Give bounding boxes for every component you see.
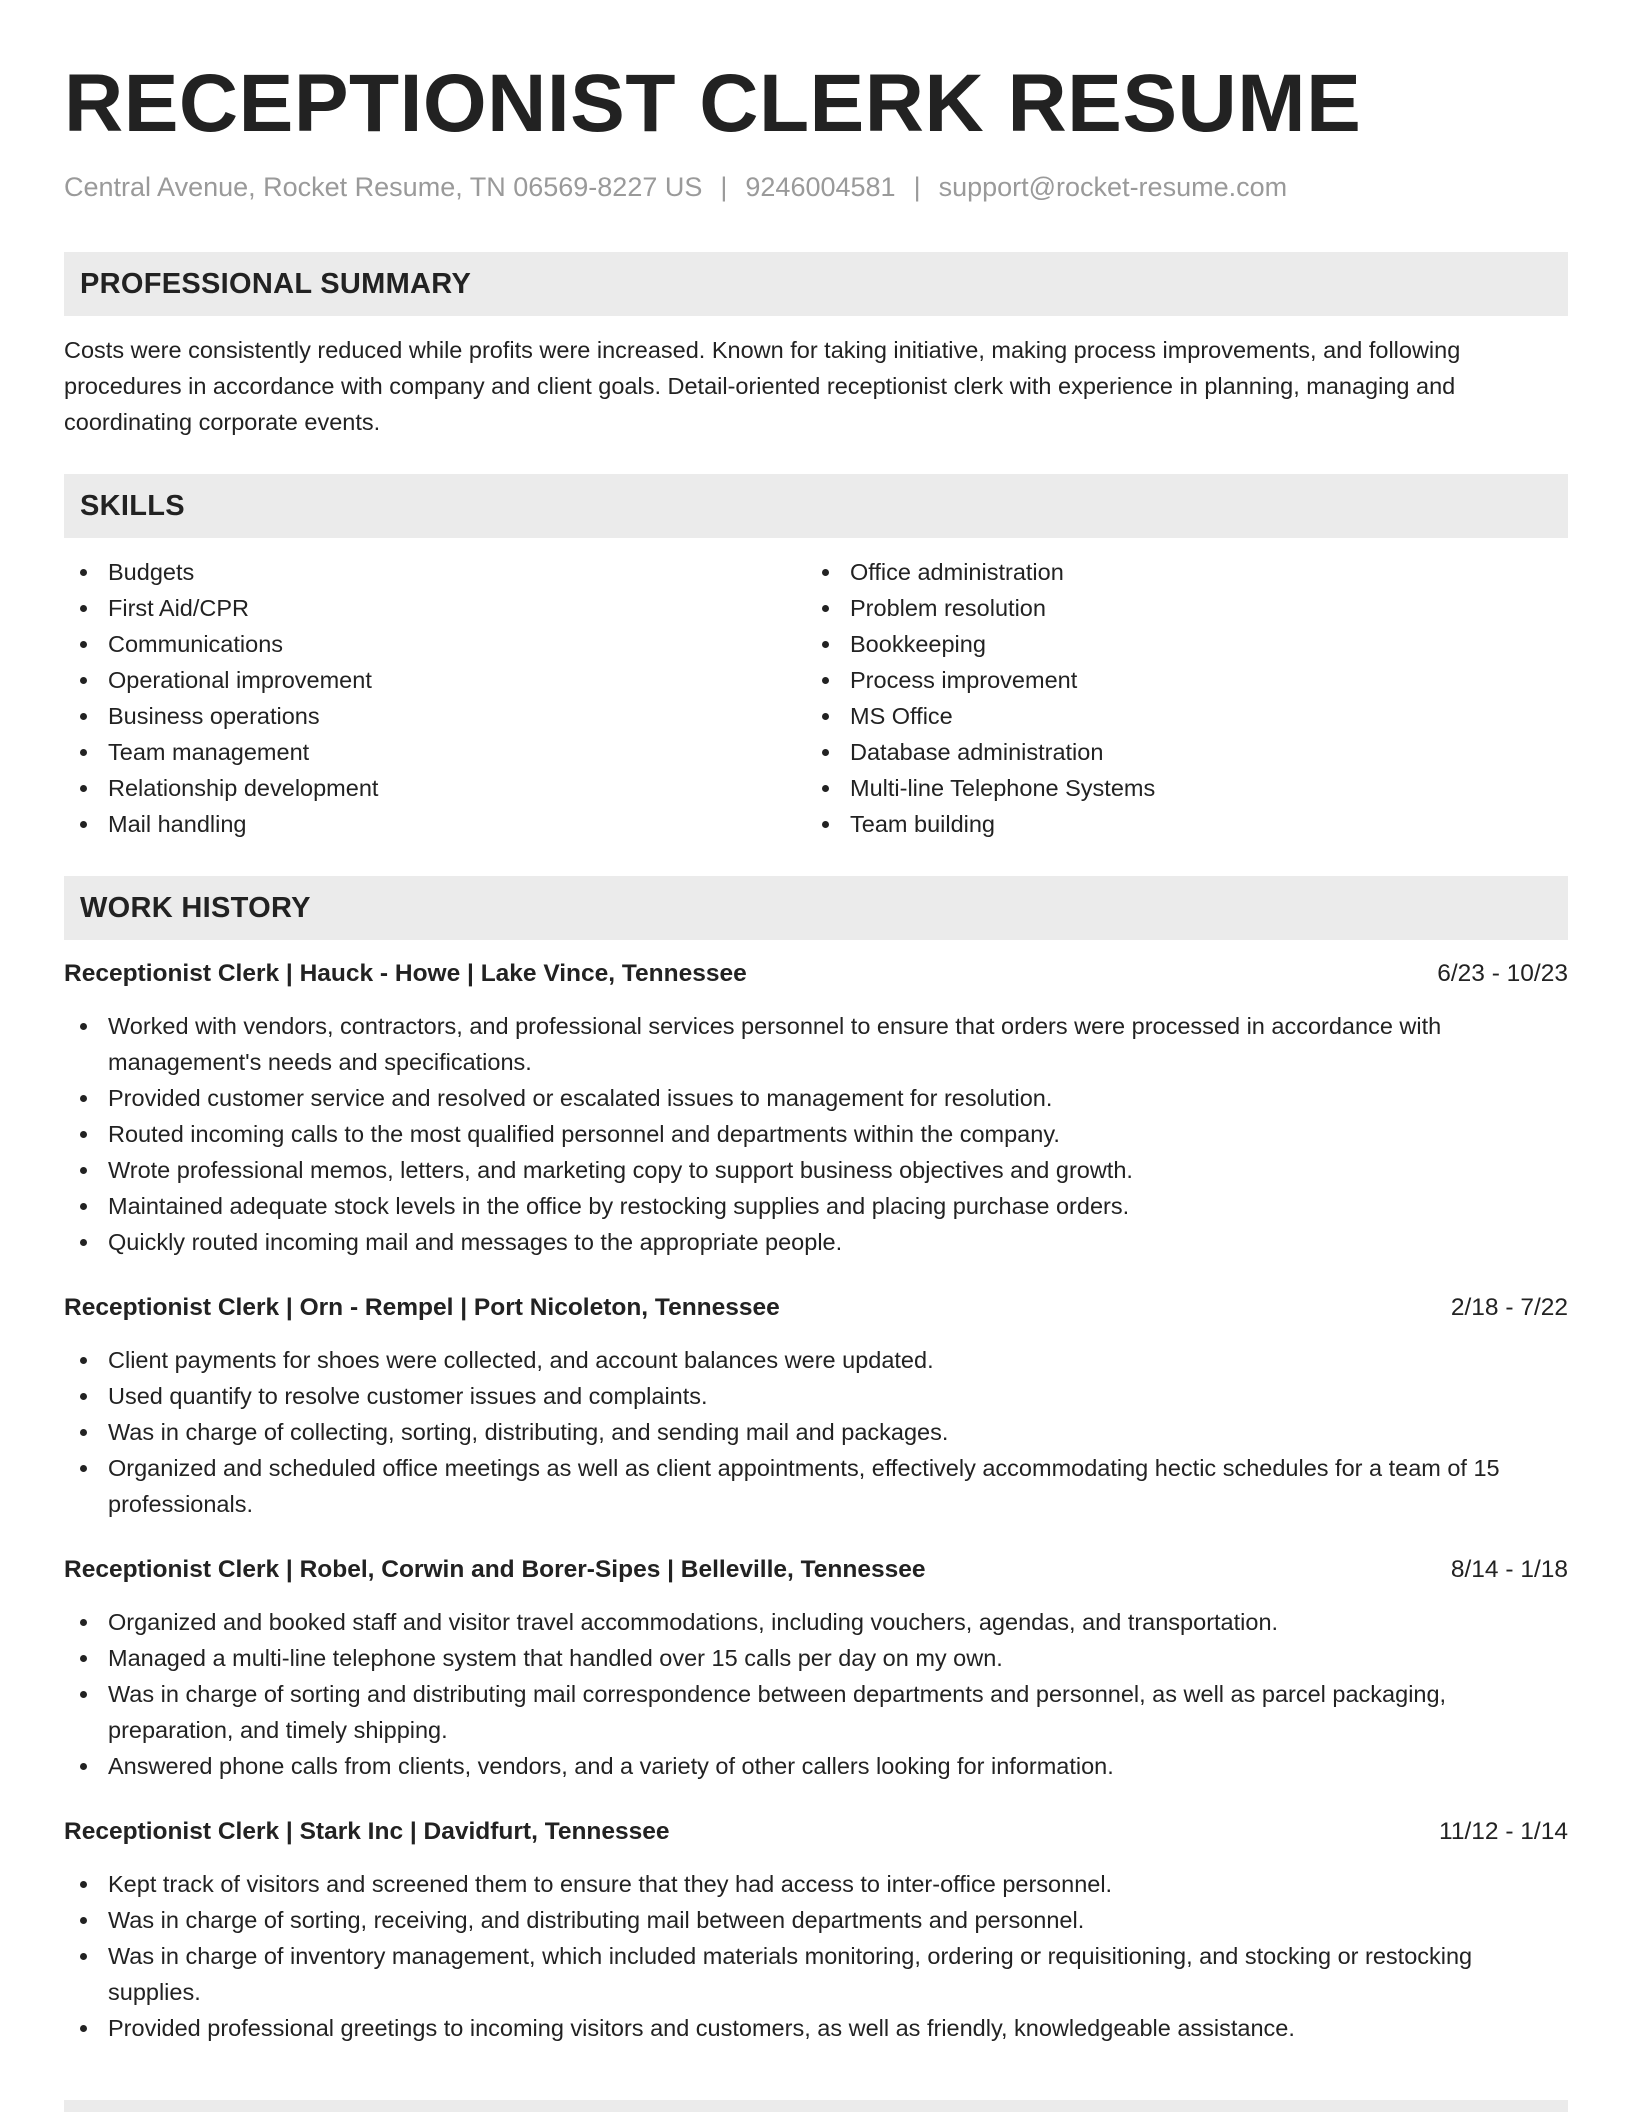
job-duty: Wrote professional memos, letters, and marketing copy to support business objectives and growth. xyxy=(64,1152,1568,1188)
job-title: Receptionist Clerk | Robel, Corwin and Borer-Sipes | Belleville, Tennessee xyxy=(64,1556,926,1583)
job-duty: Routed incoming calls to the most qualified personnel and departments within the company. xyxy=(64,1116,1568,1152)
job-duty: Was in charge of sorting and distributing mail correspondence between departments and personnel, as well as parcel packaging, preparation, and timely shipping. xyxy=(64,1676,1568,1748)
job-header xyxy=(64,1552,1568,1588)
resume-page xyxy=(64,0,1568,2046)
job-duty: Organized and booked staff and visitor travel accommodations, including vouchers, agendas, and transportation. xyxy=(64,1604,1568,1640)
skills-grid xyxy=(64,554,1568,842)
job-duties xyxy=(64,1342,1568,1522)
job-duty: Provided professional greetings to incoming visitors and customers, as well as friendly, knowledgeable assistance. xyxy=(64,2010,1568,2046)
skill-item: Problem resolution xyxy=(806,590,1548,626)
skill-item: Bookkeeping xyxy=(806,626,1548,662)
skill-item: Database administration xyxy=(806,734,1548,770)
job-duty: Was in charge of inventory management, which included materials monitoring, ordering or requisitioning, and stocking or restocking supplies. xyxy=(64,1938,1568,2010)
job-header xyxy=(64,1814,1568,1850)
skill-item: Process improvement xyxy=(806,662,1548,698)
skill-item: Relationship development xyxy=(64,770,806,806)
job-dates: 8/14 - 1/18 xyxy=(1450,1556,1568,1583)
job-entry xyxy=(64,1552,1568,1784)
skills-column-right xyxy=(806,554,1548,842)
job-dates: 6/23 - 10/23 xyxy=(1437,960,1568,987)
job-duties xyxy=(64,1604,1568,1784)
job-duty: Provided customer service and resolved or escalated issues to management for resolution. xyxy=(64,1080,1568,1116)
job-duty: Used quantify to resolve customer issues and complaints. xyxy=(64,1378,1568,1414)
job-title: Receptionist Clerk | Hauck - Howe | Lake Vince, Tennessee xyxy=(64,960,747,987)
contact-address: Central Avenue, Rocket Resume, TN 06569-8227 US xyxy=(64,172,703,202)
contact-separator: | xyxy=(913,172,921,202)
contact-email: support@rocket-resume.com xyxy=(938,172,1288,202)
job-duty: Kept track of visitors and screened them to ensure that they had access to inter-office personnel. xyxy=(64,1866,1568,1902)
job-duty: Maintained adequate stock levels in the office by restocking supplies and placing purchase orders. xyxy=(64,1188,1568,1224)
resume-title: RECEPTIONIST CLERK RESUME xyxy=(64,58,1362,149)
skill-item: Communications xyxy=(64,626,806,662)
job-duty: Quickly routed incoming mail and messages to the appropriate people. xyxy=(64,1224,1568,1260)
job-title: Receptionist Clerk | Orn - Rempel | Port Nicoleton, Tennessee xyxy=(64,1294,780,1321)
job-entry xyxy=(64,956,1568,1260)
skill-item: Office administration xyxy=(806,554,1548,590)
summary-text: Costs were consistently reduced while profits were increased. Known for taking initiative, making process improvements, and following procedures in accordance with company and client goals. Detail-oriented receptionist clerk with experience in planning, managing and coordinating corporate events. xyxy=(64,337,1461,435)
contact-separator: | xyxy=(720,172,728,202)
skill-item: Team building xyxy=(806,806,1548,842)
skill-item: Team management xyxy=(64,734,806,770)
job-duty: Worked with vendors, contractors, and professional services personnel to ensure that orders were processed in accordance with management's needs and specifications. xyxy=(64,1008,1568,1080)
work-history-heading: WORK HISTORY xyxy=(64,876,1568,940)
skill-item: MS Office xyxy=(806,698,1548,734)
job-dates: 11/12 - 1/14 xyxy=(1439,1818,1568,1845)
skills-column-left xyxy=(64,554,806,842)
skill-item: Operational improvement xyxy=(64,662,806,698)
skill-item: Multi-line Telephone Systems xyxy=(806,770,1548,806)
job-dates: 2/18 - 7/22 xyxy=(1450,1294,1568,1321)
contact-line xyxy=(64,170,1568,204)
skill-item: Budgets xyxy=(64,554,806,590)
job-title: Receptionist Clerk | Stark Inc | Davidfurt, Tennessee xyxy=(64,1818,670,1845)
job-duty: Client payments for shoes were collected, and account balances were updated. xyxy=(64,1342,1568,1378)
job-duty: Organized and scheduled office meetings as well as client appointments, effectively accommodating hectic schedules for a team of 15 professionals. xyxy=(64,1450,1568,1522)
job-duty: Was in charge of sorting, receiving, and distributing mail between departments and personnel. xyxy=(64,1902,1568,1938)
job-duties xyxy=(64,1008,1568,1260)
summary-heading: PROFESSIONAL SUMMARY xyxy=(64,252,1568,316)
skills-heading: SKILLS xyxy=(64,474,1568,538)
job-header xyxy=(64,1290,1568,1326)
skill-item: Mail handling xyxy=(64,806,806,842)
job-duty: Managed a multi-line telephone system that handled over 15 calls per day on my own. xyxy=(64,1640,1568,1676)
job-duty: Was in charge of collecting, sorting, distributing, and sending mail and packages. xyxy=(64,1414,1568,1450)
contact-phone: 9246004581 xyxy=(745,172,896,202)
job-duty: Answered phone calls from clients, vendors, and a variety of other callers looking for information. xyxy=(64,1748,1568,1784)
job-duties xyxy=(64,1866,1568,2046)
job-header xyxy=(64,956,1568,992)
next-section-heading-bar xyxy=(64,2100,1568,2112)
job-entry xyxy=(64,1290,1568,1522)
job-entry xyxy=(64,1814,1568,2046)
skill-item: First Aid/CPR xyxy=(64,590,806,626)
skill-item: Business operations xyxy=(64,698,806,734)
